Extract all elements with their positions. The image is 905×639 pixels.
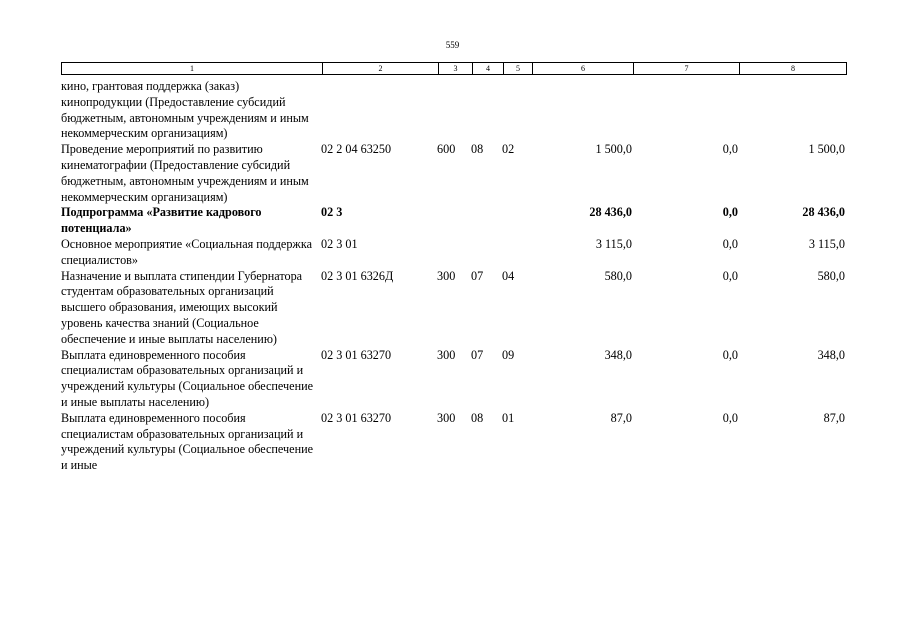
row-value-col8: 87,0 [823,410,845,425]
column-header-4: 4 [472,63,503,74]
row-value-col8: 28 436,0 [802,205,845,220]
row-subsection: 01 [502,410,515,425]
row-section: 08 [471,410,484,425]
row-name: Подпрограмма «Развитие кадрового потенциала» [61,205,262,236]
row-name: Выплата единовременного пособия специалистам образовательных организаций и учреждений культуры (Социальное обеспечение и иные выплаты населению) [61,347,314,409]
row-name: Проведение мероприятий по развитию кинематографии (Предоставление субсидий бюджетным, автономным учреждениям и иным некоммерческим организациям) [61,142,309,204]
row-expense-type: 600 [437,142,456,157]
row-value-col6: 580,0 [604,268,632,283]
table-row [61,269,847,348]
row-value-col6: 348,0 [604,347,632,362]
row-value-col6: 28 436,0 [589,205,632,220]
table-row [61,411,847,474]
row-value-col7: 0,0 [722,142,738,157]
column-header-2: 2 [322,63,438,74]
row-subsection: 09 [502,347,515,362]
row-expense-type: 300 [437,410,456,425]
row-expense-type: 300 [437,268,456,283]
row-expense-type: 300 [437,347,456,362]
table-row [61,237,847,269]
budget-table-body [61,79,847,474]
row-value-col7: 0,0 [722,347,738,362]
row-value-col8: 3 115,0 [808,236,845,251]
row-value-col8: 580,0 [817,268,845,283]
row-value-col8: 1 500,0 [808,142,845,157]
row-subsection: 04 [502,268,515,283]
row-value-col7: 0,0 [722,268,738,283]
row-value-col7: 0,0 [722,410,738,425]
page-number: 559 [445,40,460,50]
row-section: 08 [471,142,484,157]
table-row-subprogram [61,205,847,237]
row-code: 02 3 01 63270 [321,347,392,362]
column-header-6: 6 [532,63,633,74]
column-header-8: 8 [739,63,846,74]
row-name: Выплата единовременного пособия специалистам образовательных организаций и учреждений культуры (Социальное обеспечение и иные [61,410,314,473]
row-value-col6: 87,0 [610,410,632,425]
row-code: 02 3 01 6326Д [321,268,394,283]
table-row [61,79,847,142]
column-header-5: 5 [503,63,532,74]
row-name: кино, грантовая поддержка (заказ) кинопродукции (Предоставление субсидий бюджетным, автономным учреждениям и иным некоммерческим организациям) [61,79,309,141]
row-name: Основное мероприятие «Социальная поддержка специалистов» [61,236,312,267]
table-row [61,348,847,411]
row-value-col8: 348,0 [817,347,845,362]
row-code: 02 3 [321,205,343,220]
row-code: 02 2 04 63250 [321,142,392,157]
row-subsection: 02 [502,142,515,157]
row-code: 02 3 01 63270 [321,410,392,425]
row-code: 02 3 01 [321,236,358,251]
row-section: 07 [471,347,484,362]
row-value-col6: 1 500,0 [595,142,632,157]
table-header-row [61,62,847,75]
table-row [61,142,847,205]
column-header-3: 3 [438,63,472,74]
row-value-col6: 3 115,0 [595,236,632,251]
column-header-1: 1 [190,64,194,73]
row-name: Назначение и выплата стипендии Губернатора студентам образовательных организаций высшего образования, имеющих высокий уровень качества знаний (Социальное обеспечение и иные выплаты населению) [61,268,303,346]
column-header-7: 7 [633,63,739,74]
row-section: 07 [471,268,484,283]
row-value-col7: 0,0 [722,236,738,251]
row-value-col7: 0,0 [722,205,738,220]
